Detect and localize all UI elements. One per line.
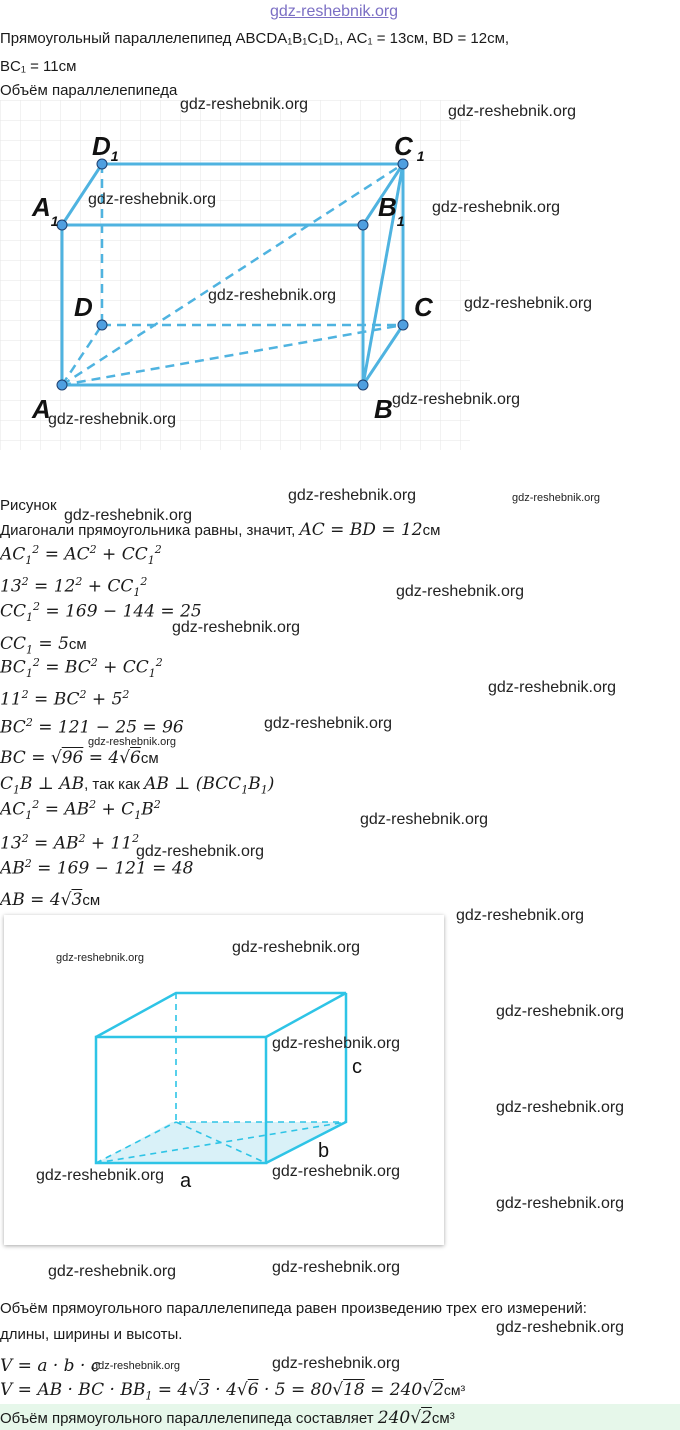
solution-line-13: $AB^2 = 169 - 121 = 48$ xyxy=(0,857,194,879)
label-a: A xyxy=(32,394,51,424)
label-b1: $B_1$ xyxy=(378,192,405,229)
solution-line-14: AB = 4√3см xyxy=(0,890,101,910)
volume-text-2: длины, ширины и высоты. xyxy=(0,1326,183,1343)
watermark: gdz-reshebnik.org xyxy=(496,1099,625,1116)
watermark: gdz-reshebnik.org xyxy=(392,391,521,408)
solution-line-3: $13^2 = 12^2 + CC_1^2$ xyxy=(0,575,148,600)
watermark: gdz-reshebnik.org xyxy=(208,287,337,304)
watermark: gdz-reshebnik.org xyxy=(232,939,361,956)
watermark-top[interactable]: gdz-reshebnik.org xyxy=(270,3,399,20)
watermark: gdz-reshebnik.org xyxy=(448,103,577,120)
watermark: gdz-reshebnik.org xyxy=(496,1003,625,1020)
solution-line-7: $11^2 = BC^2 + 5^2$ xyxy=(0,688,130,710)
box-figure xyxy=(4,915,444,1245)
label-d1: $D_1$ xyxy=(92,131,119,164)
watermark: gdz-reshebnik.org xyxy=(272,1035,401,1052)
watermark: gdz-reshebnik.org xyxy=(36,1167,165,1184)
watermark: gdz-reshebnik.org xyxy=(464,295,593,312)
label-c-dim: c xyxy=(352,1056,362,1078)
watermark: gdz-reshebnik.org xyxy=(360,811,489,828)
watermark: gdz-reshebnik.org xyxy=(272,1163,401,1180)
solution-line-9: BC = √96 = 4√6см xyxy=(0,748,159,768)
label-c1: C $_1$ xyxy=(394,131,425,164)
solution-line-12: $13^2 = AB^2 + 11^2$ xyxy=(0,832,140,854)
label-b-dim: b xyxy=(318,1140,330,1162)
watermark: gdz-reshebnik.org xyxy=(488,679,617,696)
watermark: gdz-reshebnik.org xyxy=(496,1319,625,1336)
answer-text: Объём прямоугольного параллелепипеда составляет 240√2см³ xyxy=(0,1408,455,1428)
watermark: gdz-reshebnik.org xyxy=(512,492,601,504)
label-a1: $A_1$ xyxy=(32,192,59,229)
watermark: gdz-reshebnik.org xyxy=(288,487,417,504)
watermark: gdz-reshebnik.org xyxy=(264,715,393,732)
watermark: gdz-reshebnik.org xyxy=(92,1360,181,1372)
watermark: gdz-reshebnik.org xyxy=(48,1263,177,1280)
label-d: D xyxy=(74,292,93,322)
watermark: gdz-reshebnik.org xyxy=(496,1195,625,1212)
watermark: gdz-reshebnik.org xyxy=(88,736,177,748)
solution-line-10: $C_1B$ ⊥ AB, так как AB ⊥ $(BCC_1B_1)$ xyxy=(0,774,275,797)
solution-line-8: $BC^2 = 121 - 25 = 96$ xyxy=(0,716,184,738)
watermark: gdz-reshebnik.org xyxy=(136,843,265,860)
solution-line-11: $AC_1^2 = AB^2 + C_1B^2$ xyxy=(0,798,161,823)
watermark: gdz-reshebnik.org xyxy=(172,619,301,636)
watermark: gdz-reshebnik.org xyxy=(272,1259,401,1276)
label-b: B xyxy=(374,394,393,424)
problem-statement-line1: Прямоугольный параллелепипед ABCDA₁B₁C₁D₁, AC₁ = 13см, BD = 12см, xyxy=(0,30,510,47)
figure-caption: Рисунок xyxy=(0,497,57,514)
watermark: gdz-reshebnik.org xyxy=(180,96,309,113)
watermark: gdz-reshebnik.org xyxy=(396,583,525,600)
watermark: gdz-reshebnik.org xyxy=(432,199,561,216)
solution-line-6: $BC_1^2 = BC^2 + CC_1^2$ xyxy=(0,656,163,681)
problem-question: Объём параллелепипеда xyxy=(0,82,178,99)
solution-line-4: $CC_1^2 = 169 - 144 = 25$ xyxy=(0,600,202,625)
solution-line-2: $AC_1^2 = AC^2 + CC_1^2$ xyxy=(0,543,162,568)
volume-text-1: Объём прямоугольного параллелепипеда равен произведению трех его измерений: xyxy=(0,1300,587,1317)
solution-line-1: Диагонали прямоугольника равны, значит, AC = BD = 12см xyxy=(0,520,441,540)
watermark: gdz-reshebnik.org xyxy=(64,507,193,524)
volume-formula-1: V = a · b · c xyxy=(0,1356,101,1376)
volume-formula-2: V = AB · BC · $BB_1 = 4√3 \cdot 4√6 \cdot 5 = 80√18 = 240√2см^3$ xyxy=(0,1380,466,1403)
watermark: gdz-reshebnik.org xyxy=(88,191,217,208)
watermark: gdz-reshebnik.org xyxy=(456,907,585,924)
box-figure-card xyxy=(4,915,444,1245)
watermark: gdz-reshebnik.org xyxy=(48,411,177,428)
label-c: C xyxy=(414,292,433,322)
watermark: gdz-reshebnik.org xyxy=(56,952,145,964)
watermark: gdz-reshebnik.org xyxy=(272,1355,401,1372)
problem-statement-line2: BC₁ = 11см xyxy=(0,58,77,75)
solution-line-5: $CC_1 = 5см$ xyxy=(0,634,87,657)
label-a-dim: a xyxy=(180,1170,192,1192)
